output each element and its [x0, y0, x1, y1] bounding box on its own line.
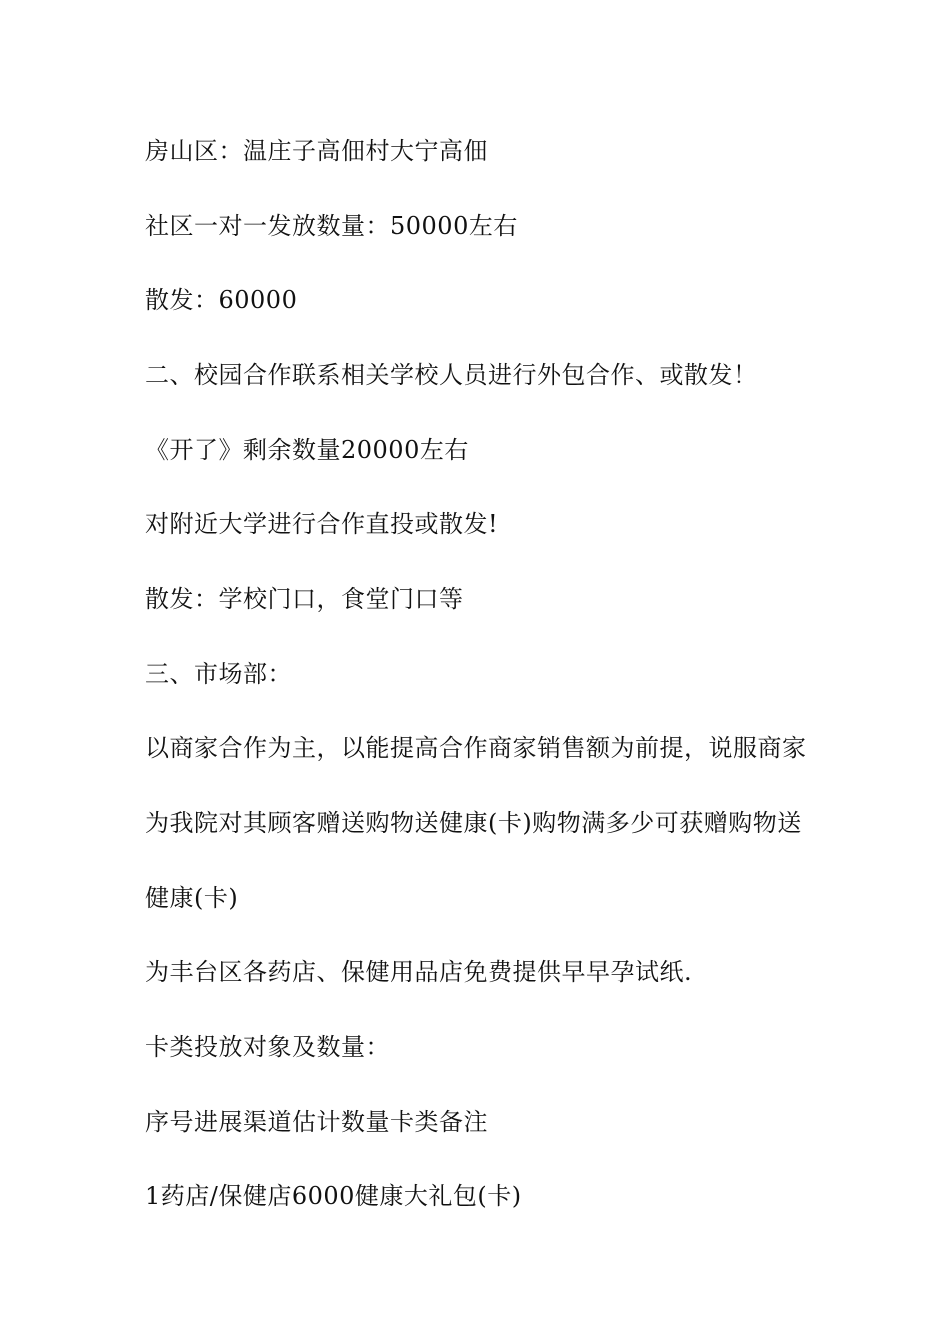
text-line-1: 房山区：温庄子高佃村大宁高佃 [145, 137, 488, 165]
text-line-6: 对附近大学进行合作直投或散发! [145, 510, 499, 538]
text-line-11: 健康(卡) [145, 884, 239, 912]
table-row-line-1: 1药店/保健店6000健康大礼包(卡) [145, 1182, 522, 1210]
table-header-line: 序号进展渠道估计数量卡类备注 [145, 1108, 488, 1136]
text-line-12: 为丰台区各药店、保健用品店免费提供早早孕试纸. [145, 958, 693, 986]
text-line-3: 散发：60000 [145, 286, 298, 314]
text-line-9: 以商家合作为主，以能提高合作商家销售额为前提，说服商家 [145, 734, 807, 762]
section-heading-2: 二、校园合作联系相关学校人员进行外包合作、或散发！ [145, 361, 758, 389]
text-line-7: 散发：学校门口，食堂门口等 [145, 585, 464, 613]
text-line-10: 为我院对其顾客赠送购物送健康(卡)购物满多少可获赠购物送 [145, 809, 802, 837]
text-line-2: 社区一对一发放数量：50000左右 [145, 212, 518, 240]
text-line-13: 卡类投放对象及数量： [145, 1033, 390, 1061]
section-heading-3: 三、市场部： [145, 660, 292, 688]
text-line-5: 《开了》剩余数量20000左右 [145, 436, 469, 464]
